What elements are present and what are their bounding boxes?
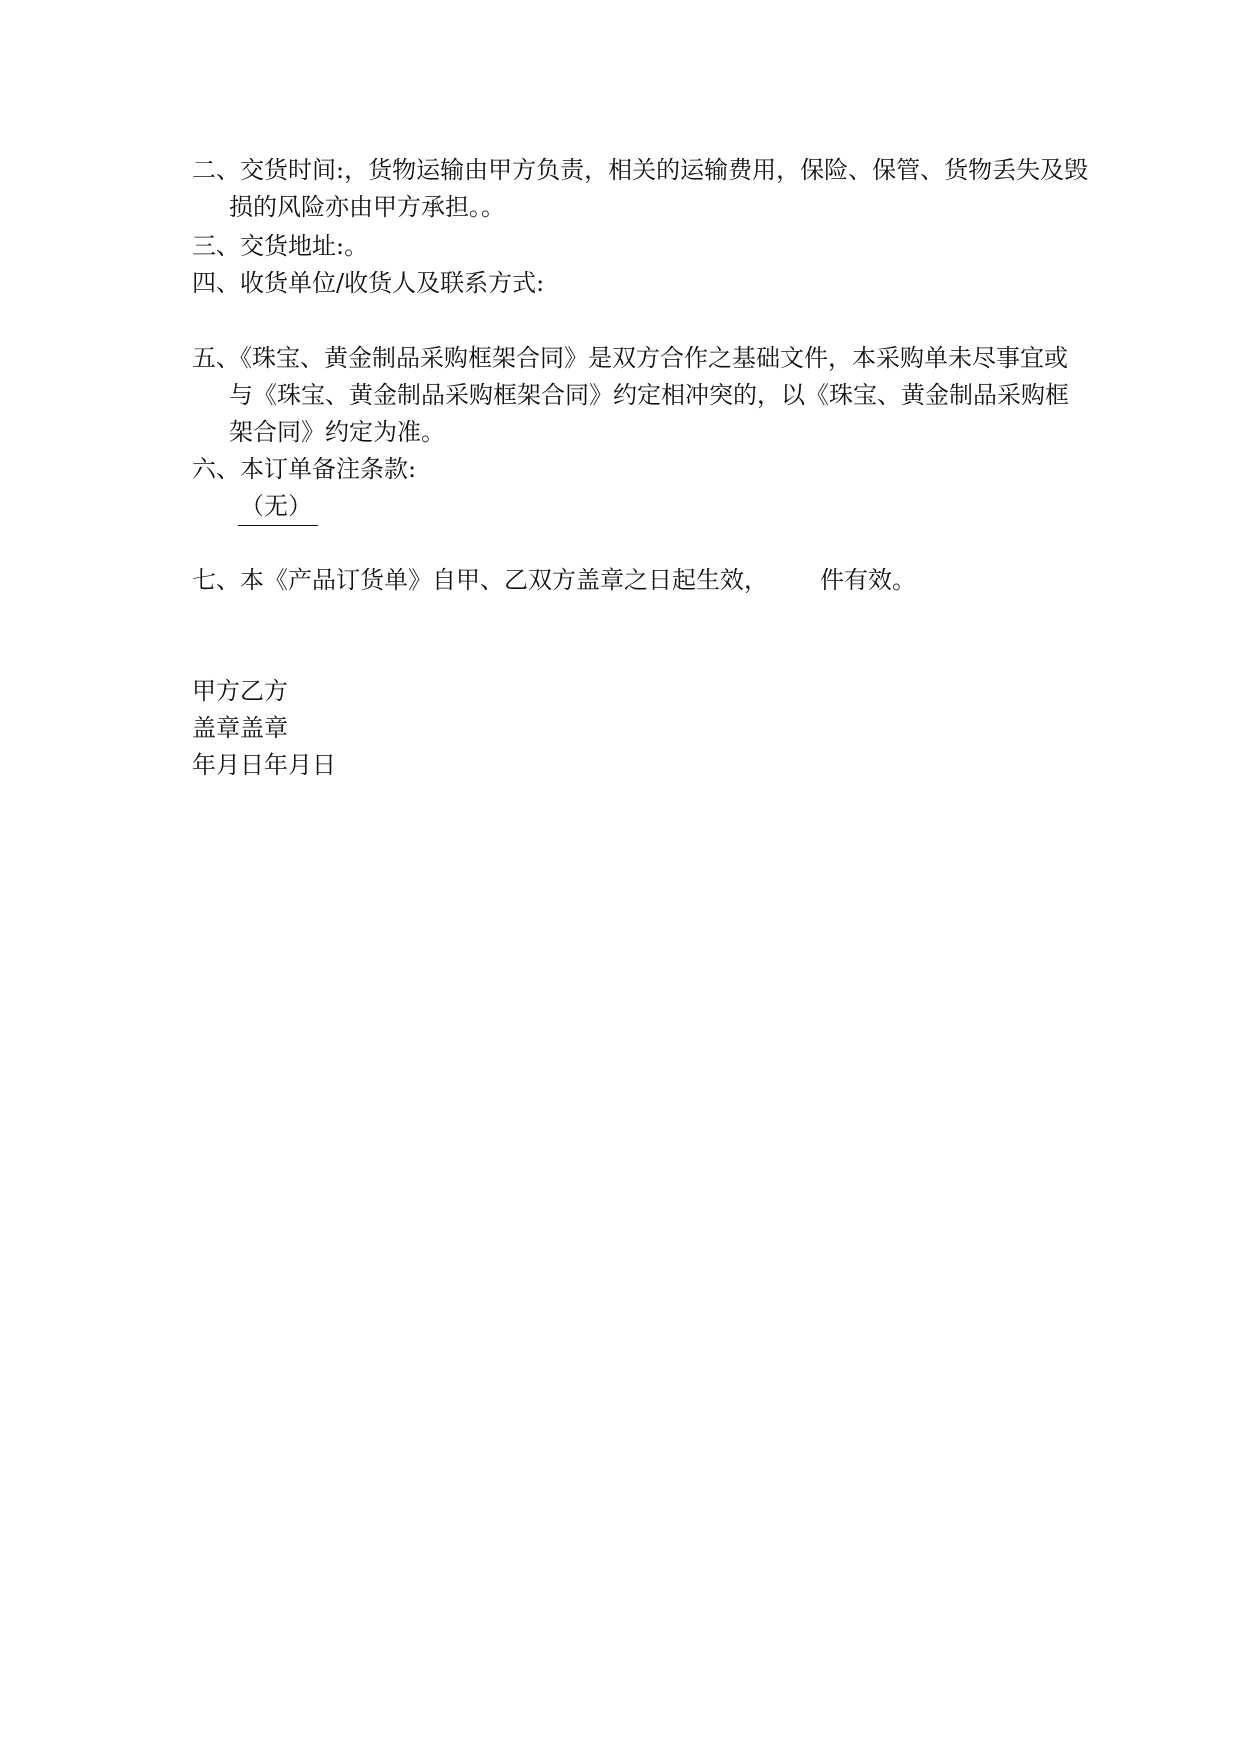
clause-effective-date-text: 七、本《产品订货单》自甲、乙双方盖章之日起生效，: [192, 566, 768, 594]
clause-framework-contract: 五、《珠宝、黄金制品采购框架合同》是双方合作之基础文件，本采购单未尽事宜或与《珠宝、黄金制品采购框架合同》约定相冲突的，以《珠宝、黄金制品采购框架合同》约定为准。: [192, 344, 1069, 446]
clause-effective-date-tail: 件有效。: [820, 566, 916, 594]
clause-effective-date: [192, 562, 1089, 599]
signature-parties: 甲方乙方: [192, 677, 288, 705]
clause-order-remarks: 六、本订单备注条款:: [192, 455, 417, 483]
signature-date: 年月日年月日: [192, 751, 336, 779]
clause-delivery-time: 二、交货时间:，货物运输由甲方负责，相关的运输费用，保险、保管、货物丢失及毁损的风险亦由甲方承担。。: [192, 156, 1089, 221]
clause-delivery-address: 三、交货地址:。: [192, 232, 369, 260]
order-remarks-value: （无）: [238, 488, 318, 526]
signature-seal: 盖章盖章: [192, 714, 288, 742]
clause-consignee-contact: 四、收货单位/收货人及联系方式:: [192, 269, 545, 297]
